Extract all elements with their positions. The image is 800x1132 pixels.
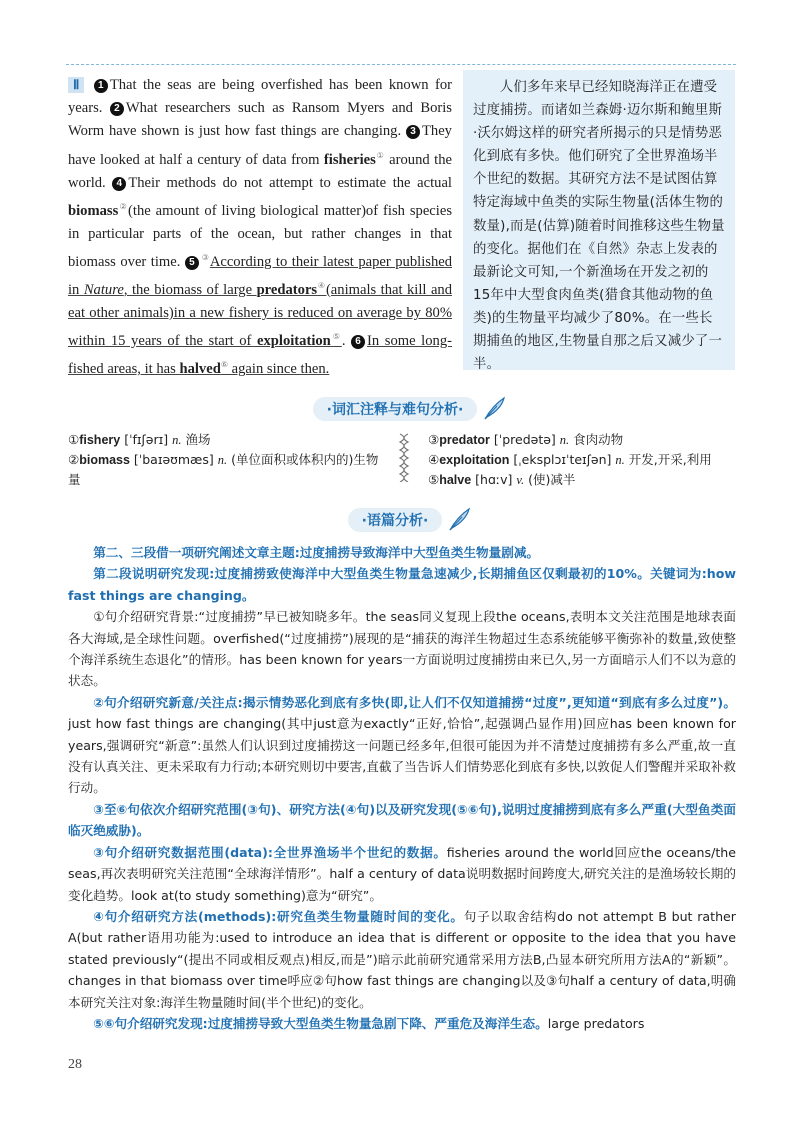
section-header-vocab [290,396,530,422]
vocab-list-right [428,430,738,490]
feather-pen-icon [481,396,507,422]
top-divider [66,64,736,65]
keyword-fisheries: fisheries [323,151,376,168]
sentence-2: What researchers such as Ransom Myers and Boris Worm have shown is just how fast things are changing. [68,100,452,140]
sentence-6b: again since then. [227,361,330,378]
translation-box [463,70,735,373]
vocab-item [428,470,738,490]
vocab-index: ① [68,432,80,447]
vocab-meaning: (单位面积或体积内的)生物量 [68,452,379,487]
vocab-ipa: [ˈbaɪəʊmæs] [133,452,214,467]
sentence-number: 6 [351,335,365,349]
vocab-index: ③ [428,432,440,447]
sentence-5c: (animals that kill and eat other animals)in a new fishery is reduced on average by 80% within 15 years of the start of [68,282,453,350]
analysis-text: large predators [547,1015,645,1031]
sentence-number: 3 [406,125,420,139]
keyword-halved: halved [179,361,221,378]
vocab-item [428,430,738,450]
vocab-ipa: [ˈfɪʃərɪ] [124,432,169,447]
vocab-list-left [68,430,388,490]
sentence-5d: . [341,333,346,350]
analysis-text: 句子以取舍结构do not attempt B but rather A(but rather语用功能为:used to introduce an idea that is different or opposite to the idea that you have stated previously“(提出不同或相反观点)相反,而是”)暗示此前研究通常采用方法B,凸显本研究所用方法A的“新颖”。changes in that biomass over time呼应②句how fast things are changing以及③句half a century of data,明确本研究关注对象:海洋生物量随时间(半个世纪)的变化。 [68,908,736,1010]
section-header-analysis [310,507,510,533]
analysis-paragraph [68,906,736,1013]
vocab-word: fishery [79,433,121,447]
note-ref: ⑤ [330,332,342,342]
sentence-number: 5 [185,256,199,270]
vocab-word: biomass [79,453,130,467]
translation-text: 人们多年来早已经知晓海洋正在遭受过度捕捞。而诸如兰森姆·迈尔斯和鲍里斯·沃尔姆这样的研究者所揭示的只是情势恶化到底有多快。他们研究了全世界渔场半个世纪的数据。其研究方法不是试图估算特定海域中鱼类的实际生物量(活体生物的数量),而是(估算)随着时间推移这些生物量的变化。据他们在《自然》杂志上发表的最新论文可知,一个新渔场在开发之初的15年中大型食肉鱼类(猎食其他动物的鱼类)的生物量平均减少了80%。在一些长期捕鱼的地区,生物量自那之后又减少了一半。 [473,80,725,373]
vocab-item [68,430,388,450]
sentence-6a: In some long-fished areas, it has [68,333,452,378]
analysis-body [68,542,736,1034]
vocab-ipa: [ˌeksplɔɪˈteɪʃən] [513,452,612,467]
keyword-exploitation: exploitation [257,333,331,350]
english-passage [68,74,452,382]
note-ref: ③ [200,253,210,263]
page-number: 28 [68,1057,82,1072]
vocab-item [68,450,388,490]
vocab-index: ⑤ [428,472,440,487]
vocab-meaning: (使)减半 [528,472,576,487]
note-ref: ⑥ [220,360,228,370]
paragraph-marker: Ⅱ [68,77,84,93]
sentence-3a: They have looked at half a century of data from [68,123,452,168]
section-title: ·语篇分析· [348,508,443,532]
vocab-pos: n. [615,453,625,467]
note-ref: ② [118,201,129,211]
analysis-text: just how fast things are changing(其中just意为exactly“正好,恰恰”,起强调凸显作用)回应has been known for years,强调研究“新意”:虽然人们认识到过度捕捞这一问题已经多年,但很可能因为并不清楚过度捕捞有多么严重,故一直没有认真关注、更未采取有力行动;本研究则切中要害,直截了当告诉人们情势恶化到底有多快,以敦促人们警醒并采取补救行动。 [68,716,736,796]
vocab-word: predator [439,433,490,447]
feather-pen-icon [446,507,472,533]
sentence-5a: According to their latest paper published in [68,254,453,299]
analysis-head: ④句介绍研究方法(methods):研究鱼类生物量随时间的变化。 [93,908,464,924]
analysis-head: ③句介绍研究数据范围(data):全世界渔场半个世纪的数据。 [93,844,447,860]
analysis-paragraph [68,692,736,799]
vocab-pos: v. [516,473,525,487]
analysis-paragraph: 第二段说明研究发现:过度捕捞致使海洋中大型鱼类生物量急速减少,长期捕鱼区仅剩最初的10%。关键词为:how fast things are changing。 [68,566,736,603]
sentence-5b: , the biomass of large [123,282,257,299]
sentence-3b: around the world. [68,151,452,191]
chain-divider-icon [397,432,411,482]
vocab-word: exploitation [439,453,510,467]
note-ref: ① [375,150,385,160]
vocab-pos: n. [559,433,570,447]
vocab-word: halve [439,473,472,487]
vocab-meaning: 渔场 [185,432,211,447]
analysis-paragraph [68,842,736,906]
analysis-head: ②句介绍研究新意/关注点:揭示情势恶化到底有多快(即,让人们不仅知道捕捞“过度”,更知道“到底有多么过度”)。 [93,694,736,710]
journal-nature: Nature [83,282,124,299]
sentence-number: 2 [110,102,124,116]
sentence-number: 1 [94,79,108,93]
vocab-pos: n. [217,453,228,467]
analysis-text: fisheries around the world回应the oceans/the seas,再次表明研究关注范围“全球海洋情形”。half a century of data说明数据时间跨度大,研究关注的是渔场较长期的变化趋势。look at(to study something)意为“研究”。 [68,844,736,903]
analysis-paragraph: ③至⑥句依次介绍研究范围(③句)、研究方法(④句)以及研究发现(⑤⑥句),说明过度捕捞到底有多么严重(大型鱼类面临灭绝威胁)。 [68,801,736,839]
vocab-index: ④ [428,452,440,467]
sentence-4a: Their methods do not attempt to estimate the actual [128,174,452,191]
vocab-meaning: 开发,开采,利用 [628,452,712,467]
keyword-biomass: biomass [68,202,119,219]
sentence-number: 4 [112,177,126,191]
section-title: ·词汇注释与难句分析· [313,397,478,421]
vocab-pos: n. [172,433,182,447]
analysis-paragraph: ①句介绍研究背景:“过度捕捞”早已被知晓多年。the seas同义复现上段the oceans,表明本文关注范围是地球表面各大海域,是全球性问题。overfished(“过度捕捞”)展现的是“捕获的海洋生物超过生态系统能够平衡弥补的数量,致使整个海洋系统生态退化”的情形。has been known for years一方面说明过度捕捞由来已久,另一方面暗示人们不以为意的状态。 [68,609,736,689]
vocab-ipa: [hɑːv] [475,472,513,487]
vocab-meaning: 食肉动物 [573,432,624,447]
vocab-item [428,450,738,470]
analysis-paragraph: 第二、三段借一项研究阐述文章主题:过度捕捞导致海洋中大型鱼类生物量剧减。 [93,545,540,560]
vocab-index: ② [68,452,80,467]
analysis-head: ⑤⑥句介绍研究发现:过度捕捞导致大型鱼类生物量急剧下降、严重危及海洋生态。 [93,1015,548,1031]
note-ref: ④ [317,281,326,291]
keyword-predators: predators [256,282,318,299]
analysis-paragraph [68,1013,736,1034]
vocab-ipa: [ˈpredətə] [493,432,556,447]
sentence-4b: (the amount of living biological matter)of fish species in particular parts of the ocean, but rather changes in that biomass over time. [68,202,452,270]
sentence-1: That the seas are being overfished has been known for years. [68,77,452,117]
